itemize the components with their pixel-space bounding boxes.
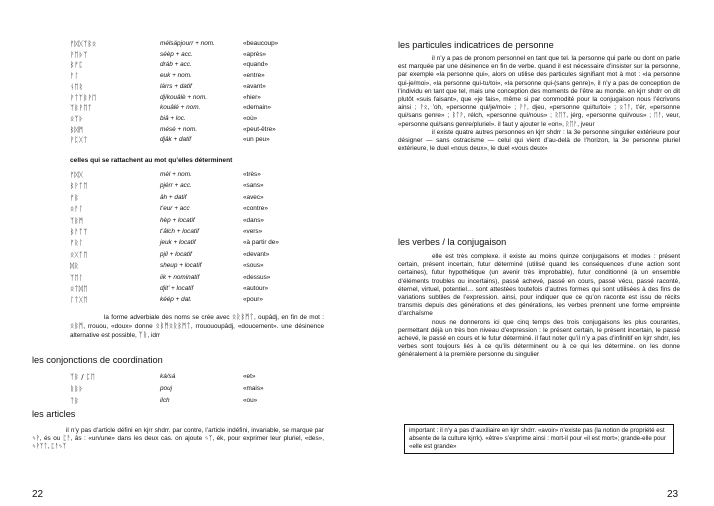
- glyph-word: ᚠᚱᛚ: [70, 239, 84, 248]
- transcription: djíkouâlè + nom.: [160, 93, 208, 101]
- meaning: «devant»: [243, 250, 270, 258]
- coordination-heading: les conjonctions de coordination: [32, 355, 163, 365]
- particles-paragraph: [398, 55, 680, 153]
- glyph-word: ᛟᚨᛚ: [70, 205, 84, 214]
- meaning: «contre»: [243, 205, 268, 213]
- glyph-word: ᚠᛞᚷᛉᛒᛟ: [70, 40, 97, 48]
- meaning: «dessus»: [243, 273, 271, 281]
- meaning: «où»: [243, 114, 258, 122]
- meaning: «sous»: [243, 262, 264, 270]
- transcription: djit’ + locatif: [160, 285, 194, 292]
- meaning: «quand»: [243, 61, 268, 69]
- glyph-word: ᛉᛒᛗ: [70, 216, 84, 225]
- meaning: «entre»: [243, 72, 265, 80]
- glyph-word: ᚹᛈᚷᛏ: [70, 136, 88, 145]
- meaning: «avant»: [243, 82, 266, 90]
- transcription: sheup + locatif: [160, 262, 202, 270]
- articles-paragraph: [32, 427, 324, 452]
- meaning: «après»: [243, 50, 267, 58]
- verbs-text: nous ne donnerons ici que cinq temps des trois conjugaisons les plus courantes, permettant déjà un très bon niveau d’expression : le présent certain, le présent incertain, le passé achevé, le passé en cours et le futur déterminé. il faut noter qu’il n’y a pas d’infinitif en kjrr shdrr, les verbes sont toujours liés à ce qu’ils déterminent ou à ce qui les détermine. on les donne généralement à la première personne du singulier: [398, 318, 680, 359]
- meaning: «pour»: [243, 296, 263, 304]
- transcription: kéép + dat.: [160, 296, 192, 304]
- glyph-word: ᛉᛒ / ᛈᛖ: [70, 373, 96, 381]
- transcription: dráb + acc.: [160, 61, 192, 69]
- meaning: «à partir de»: [243, 239, 279, 247]
- transcription: âh + datif: [160, 193, 187, 201]
- transcription: mèl + nom.: [160, 171, 192, 178]
- transcription: ilch: [160, 396, 170, 404]
- transcription: hèp + locatif: [160, 216, 195, 224]
- glyph-word: ᛉᛒᚹᛖᛏ: [70, 104, 92, 113]
- transcription: séèp + acc.: [160, 50, 193, 58]
- meaning: «avec»: [243, 193, 264, 201]
- transcription: t’âlch + locatif: [160, 228, 199, 235]
- glyph-word: ᛟᛒᛗ: [70, 322, 84, 331]
- glyph-word: ᛒᚹᛏᛖ: [70, 182, 88, 191]
- transcription: iik + nominatif: [160, 273, 200, 281]
- glyph-word: ᛟᛉᚦ: [70, 114, 84, 123]
- articles-heading: les articles: [32, 409, 76, 419]
- meaning: «demain»: [243, 104, 272, 112]
- particles-text: il n’y a pas de pronom personnel en tant que tel. la personne qui parle ou dont on parle est marquée par une désinence en fin de verbe. quand il est nécessaire d’insister sur la personne, par exemple «la personne qui», alors on utilise des particules signifiant mot à mot : «la personne qui-je/moi», «la personne qui-tu/toi», «la personne qui-(sans genre)», il n’y a pas de conception de l’individu en tant que tel, mais une conception des moments de l’être au monde. en kjrr shdrr on dit plutôt «suis faisant», que «je fais», même si par commodité pour la conjugaison nous l’écrivons ainsi ; ᚹᛟ, ’oh, «personne qui/je/moi» ; ᚹᚨ, djeu, «personne qui/tu/toi» ; ᛟᛏᚨ, t’ér, «personne qui/sans genre» ; ᛒᛏᚹ, rélch, «personne qui/nous» ; ᚱᛖᛉ, jérg, «personne qui/vous» ; ᛖᚨ, veur, «personne qui/sans genre/pluriel». il faut y ajouter le «on», ᚱᛖᚨ, jveur: [398, 55, 680, 128]
- meaning: «hier»: [243, 93, 261, 101]
- transcription: lárrs + datif: [160, 82, 192, 90]
- determiners-subheading: celles qui se rattachent au mot qu’elles déterminent: [70, 157, 233, 164]
- transcription: mésé + nom.: [160, 125, 198, 133]
- glyph-word: ᚹᛖᚦᛉ: [70, 50, 88, 59]
- page-number: 23: [667, 489, 679, 500]
- glyph-word: ᛒᛞᛗ: [70, 125, 84, 134]
- meaning: «sans»: [243, 182, 264, 190]
- particles-text: il existe quatre autres personnes en kjrr shdrr : la 3e personne singulier extérieure pour désigner — sans ostracisme — celui qui vient d’au-delà de l’horizon, la 3e personne pluriel extérieure, le duel «nous deux», le duel «vous deux»: [398, 128, 680, 153]
- adverb-formation-paragraph: [70, 313, 324, 341]
- transcription: kouâlé + nom.: [160, 104, 201, 112]
- glyph-word: ᛞᚱ: [70, 262, 79, 271]
- glyph-word: ᛟᚱᛒᛗᛏ: [231, 313, 254, 321]
- glyph-word: ᚠᛞᚷ: [70, 171, 84, 179]
- transcription: djâk + datif: [160, 136, 192, 144]
- verbs-paragraph: [398, 253, 680, 360]
- transcription: pouj: [160, 384, 173, 392]
- transcription: jeuk + locatif: [160, 239, 196, 247]
- meaning: «dans»: [243, 216, 264, 224]
- glyph-word: ᛟᛏᛞᛖ: [70, 285, 88, 293]
- verbs-text: elle est très complexe. il existe au moins quinze conjugaisons et modes : présent certain, présent incertain, futur déterminé (utilisé quand les conséquences d’une action sont certaines), futur hypothétique (un avenir très improbable), futur conditionné (à un ensemble d’éléments troubles ou incertains), passé achevé, passé en cours, passé vécu, passé raconté, éternel, virtuel, potentiel… sont attestées toutefois d’autres formes qui sont utilisées à des fins de variations subtiles de l’expression. ainsi, pour indiquer que ce qu’on raconte est issu de récits transmis depuis des générations et des générations, les verbes prennent une forme empreinte d’archaïsme: [398, 253, 680, 318]
- page-number: 22: [32, 489, 44, 500]
- glyph-word: ᛟᚷᛏᛖ: [70, 250, 88, 259]
- glyph-word: ᛏᛒ: [70, 396, 79, 405]
- verbs-heading: les verbes / la conjugaison: [398, 237, 507, 247]
- glyph-word: ᛚᛏᚷᛖ: [70, 296, 88, 305]
- meaning: «un peu»: [243, 136, 270, 144]
- glyph-word: ᛒᚠᛈ: [70, 61, 84, 70]
- meaning: «peut-être»: [243, 125, 276, 133]
- transcription: biâ + loc.: [160, 114, 186, 122]
- meaning: «très»: [243, 171, 261, 178]
- transcription: ká/sá: [160, 373, 176, 380]
- transcription: euk + nom.: [160, 72, 192, 80]
- glyph-word: ᚱᛒᚦ: [70, 384, 84, 393]
- adverb-text: , rrouououpâdj, «doucement». une désinence alternative est possible,: [70, 323, 324, 340]
- adverb-text: , oupâdj, en fin de mot :: [253, 314, 324, 321]
- adverb-text: la forme adverbiale des noms se crée avec: [104, 314, 232, 321]
- glyph-word: ᚠᛒ: [70, 193, 79, 202]
- glyph-word: ᛉᚱ: [138, 331, 148, 340]
- particles-heading: les particules indicatrices de personne: [398, 40, 554, 50]
- right-page: [357, 0, 714, 506]
- important-note: important : il n’y a pas d’auxiliaire en kjrr shdrr. «avoir» n’existe pas (la notion de propriété est absente de la culture kjrrk). «être» s’exprime ainsi : mort-il pour «il est mort»; grande-elle pour «elle est grande»: [404, 424, 674, 454]
- meaning: «mais»: [243, 384, 264, 392]
- meaning: «vers»: [243, 228, 263, 235]
- transcription: mélsápjourr + nom.: [160, 40, 215, 47]
- adverb-text: , idrr: [147, 332, 161, 340]
- meaning: «et»: [243, 373, 256, 380]
- glyph-word: ᛉᛖᛚ: [70, 273, 84, 282]
- glyph-word: ᚹᛏᛉᛒᚹᛖ: [70, 93, 97, 102]
- glyph-word: ᛒᚨᛏᛉ: [70, 228, 88, 236]
- glyph-word: ᚾᛖᚱ: [70, 82, 84, 91]
- articles-text: il n’y pas d’article défini en kjrr shdrr. par contre, l’article indéfini, invariable, se marque par ᛃᚹ, és ou ᛈᚨ, âs : «un/une» dans les deux cas. on ajoute ᛃᛉ, ék, pour exprimer leur pluriel, «des», ᛃᚹᛉᛏ, ᛈᚨᛃᛉ: [32, 427, 324, 451]
- adverb-text: , rrouou, «doux» donne: [83, 323, 156, 331]
- glyph-word: ᚨᛚ: [70, 72, 79, 81]
- meaning: «autour»: [243, 285, 269, 292]
- transcription: pjil + locatif: [160, 250, 192, 258]
- glyph-word: ᛟᛒᛗᛟᚱᛒᛗᛏ: [155, 322, 191, 331]
- transcription: t’eur + acc: [160, 205, 190, 213]
- meaning: «beaucoup»: [243, 40, 279, 47]
- meaning: «ou»: [243, 396, 258, 404]
- transcription: pjérr + acc.: [160, 182, 192, 190]
